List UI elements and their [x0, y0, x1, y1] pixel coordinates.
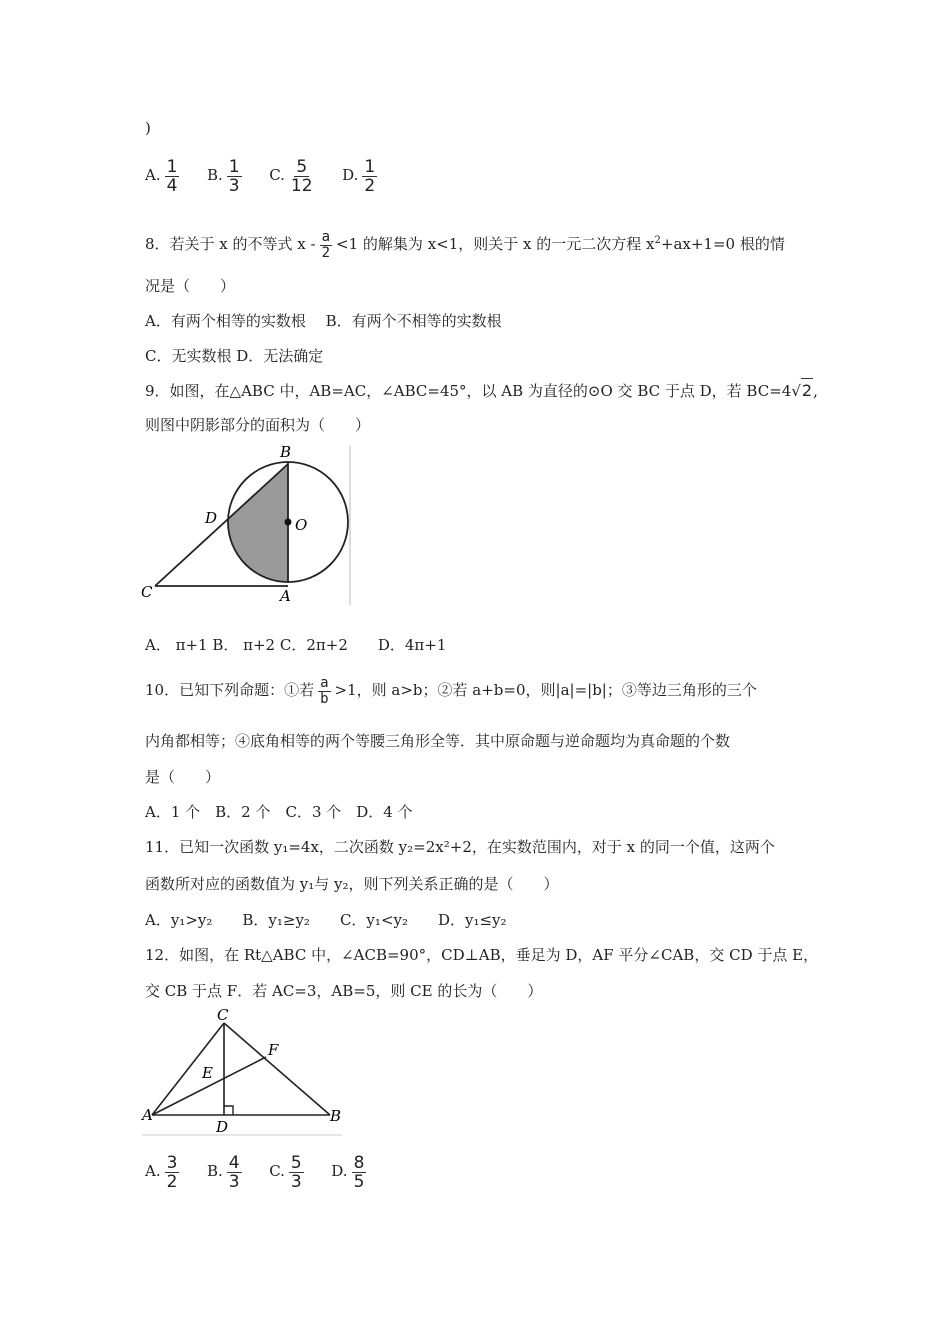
q10-options: A．1 个 B．2 个 C．3 个 D．4 个 [145, 803, 413, 821]
q12-stem-line2: 交 CB 于点 F．若 AC=3，AB=5，则 CE 的长为（ ） [145, 982, 543, 1000]
label-a: A [142, 1106, 153, 1124]
q8-options-line2: C．无实数根 D．无法确定 [145, 347, 324, 365]
label-e: E [202, 1064, 213, 1082]
q7-options [145, 154, 381, 195]
label-d: D [216, 1118, 229, 1136]
q8-options-line1: A．有两个相等的实数根 B．有两个不相等的实数根 [145, 312, 502, 330]
q10-stem-line1: 10．已知下列命题：①若 $\frac{a}{b}$ >1，则 a>b；②若 a+b=0，则|a|=|b|；③等边三角形的三个 [145, 674, 757, 707]
prev-question-tail: ) [145, 119, 151, 137]
segment-cb [224, 1023, 330, 1115]
q12-stem-line1: 12．如图，在 Rt△ABC 中，∠ACB=90°，CD⊥AB，垂足为 D，AF 平分∠CAB，交 CD 于点 E， [145, 946, 819, 964]
label-a: A [280, 587, 291, 605]
q9-stem-line2: 则图中阴影部分的面积为（ ） [145, 416, 371, 434]
q12-figure [140, 1005, 350, 1140]
q7-option-a: A. $\frac{1}{4}$ [145, 156, 178, 196]
label-b: B [330, 1107, 342, 1125]
q12-option-d: D. $\frac{8}{5}$ [331, 1152, 365, 1192]
label-d: D [205, 509, 218, 527]
q7-option-c: C. $\frac{5}{12}$ [269, 156, 313, 196]
q7-option-d: D. $\frac{1}{2}$ [342, 156, 376, 196]
q8-stem-line1: 8．若关于 x 的不等式 x - $\frac{a}{2}$ <1 的解集为 x<1，则关于 x 的一元二次方程 $x^2+ax+1=0$ 根的情 [145, 228, 785, 261]
q12-options [145, 1150, 370, 1191]
q11-stem-line1: 11．已知一次函数 y₁=4x，二次函数 y₂=2x²+2，在实数范围内，对于 x 的同一个值，这两个 [145, 838, 775, 856]
q9-options: A． π+1 B． π+2 C．2π+2 D．4π+1 [145, 636, 447, 654]
label-b: B [280, 443, 292, 461]
q10-stem-line3: 是（ ） [145, 768, 221, 786]
label-f: F [268, 1041, 279, 1059]
q9-stem-line1: 9．如图，在△ABC 中，AB=AC，∠ABC=45°，以 AB 为直径的⊙O 交 BC 于点 D，若 BC=4 √ 2 , [145, 378, 818, 403]
q7-option-b: B. $\frac{1}{3}$ [207, 156, 240, 196]
q11-stem-line2: 函数所对应的函数值为 y₁与 y₂，则下列关系正确的是（ ） [145, 875, 559, 893]
q12-option-b: B. $\frac{4}{3}$ [207, 1152, 240, 1192]
q9-figure [135, 440, 360, 610]
q11-options: A．y₁>y₂ B．y₁≥y₂ C．y₁<y₂ D．y₁≤y₂ [145, 911, 507, 929]
q8-stem-line2: 况是（ ） [145, 277, 236, 295]
segment-ac [152, 1023, 224, 1115]
q10-stem-line2: 内角都相等；④底角相等的两个等腰三角形全等．其中原命题与逆命题均为真命题的个数 [145, 732, 731, 750]
q12-option-c: C. $\frac{5}{3}$ [269, 1152, 302, 1192]
center-dot [285, 519, 292, 526]
label-c: C [217, 1006, 229, 1024]
label-c: C [141, 583, 153, 601]
sqrt-two: √ 2 [791, 378, 813, 403]
label-o: O [295, 516, 308, 534]
right-angle-mark [224, 1106, 233, 1115]
q12-option-a: A. $\frac{3}{2}$ [145, 1152, 178, 1192]
